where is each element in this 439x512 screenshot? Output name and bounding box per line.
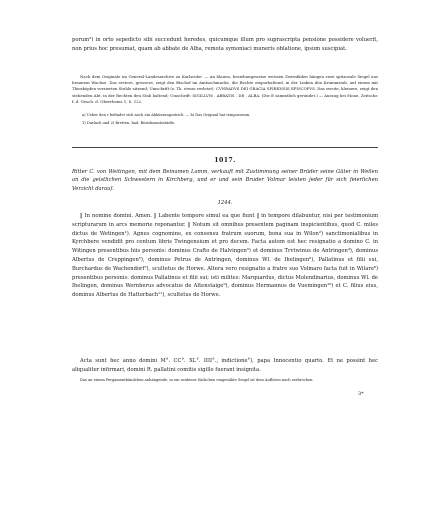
- footnote-a: a) Ueber den r befindet sich noch ein Abkürzungsstrich. — b) Das Original hat temporarum.: [82, 113, 251, 117]
- document-number: 1017.: [214, 157, 236, 164]
- section-divider: [72, 147, 378, 148]
- charter-dating: Acta sunt hec anno domini M°. CC°. XL°. IIII°., indictione°), papa Innocentio quarto. Et ne possint hec aliqualiter infirmari, domini R. pallatini comitis sigillo fuerant insignita.: [72, 358, 378, 373]
- page-signature: 3*: [358, 391, 364, 397]
- charter-text: ‖ In nomine domini. Amen. ‖ Labente tempore simul ea que fiunt ‖ in tempore dilabuntur, nisi per testimonium scripturarum in arcs memorie reponantur. ‖ Notum sit omnibus presentem paginam inspicientibus, quod C. miles dictus de Wetingen¹). Agnus cognomine, ex consensu fratrum suorum, bona sua in Wilon²) sanctimonialibus in Kyrchbere vendidit pro centum libris Twingensium et pro decem. Facta autem est hec resignatio a domino C. in Witingen presentibus hiis personis: dominus Crafto de Halvingen³) et dominus Trvtwinus de Antringen⁴), dominus Albertus de Creppingen⁵), dominus Petrus de Antringen, dominus Wl. de Ihelingen⁶), Pallatinus et filii sui, Burchardus de Wachendorf⁷), scultetus de Horwe. Altera vero resignatio a fratre suo Volmaro facta fuit in Wilare⁸) presentibus personis: dominus Pallatinus et filii sui; isti milites: Marquardus, dictus Molendinarius, dominus Wl. de Ihelingen, dominus Wernherus advocatus de Altenstaige⁹), dominus Hermannus de Vuemingen¹⁰) et C. filius eius, dominus Albertus de Hatterbach¹¹), scultetus de Horwe.: [72, 213, 378, 299]
- footnote-1: 1) Durlach und 2) Bretten, bad. Bezirksamtsstädte.: [82, 121, 176, 125]
- source-note: Nach dem Originale im General-Landesarchive zu Karlsruhe. — An blauen, beziehungsweise weissen Zwirnfäden hängen zwei spitzovale Siegel aus braunem Wachse. Das erstere, grössere, zeigt den Bischof im Amtsschmucke, die Rechte emporhaltend, in der Linken den Krummstab, auf einem mit Thierköpfen verzierten Stuhle sitzend; Umschrift (z. Th. etwas verletzt): CVNRADVS DEI GRACIA SPIRENSIS EPISCOPVS. Das zweite, kleinere, zeigt den stehenden Abt, in der Rechten den Stab haltend; Umschrift: SIGILLVM . ABBATIS . DE . ALBA. (Die E sämmtlich gerundet.) — Auszug bei Mone, Zeitschr. f. d. Gesch. d. Oberrheins 1, S. 122.: [72, 74, 378, 104]
- regest-summary: Ritter C. von Weitingen, mit dem Beinamen Lamm, verkauft mit Zustimmung seiner Brüder seine Güter in Weilen an die geistlichen Schwestern in Kirchberg, und er und sein Bruder Volmar leisten jeder für sich feierlichen Verzicht darauf.: [72, 169, 378, 192]
- top-paragraph: porum³) in orto sepedicto sibi succedunt heredes, quicumque illum pro suprascripta pensione possidere voluerit, non prius hoc presumat, quam ab abbate de Alba, remota symoniaci muneris oblatione, ipsum suscipiat.: [72, 37, 378, 52]
- document-page: [72, 0, 378, 512]
- document-year: 1244.: [217, 200, 233, 206]
- seal-note: Das an einem Pergamentbändchen anhängende, in ein seidenes Säckchen eingenähte Siegel ist dem Auflösen nach zerbrochen.: [80, 378, 314, 382]
